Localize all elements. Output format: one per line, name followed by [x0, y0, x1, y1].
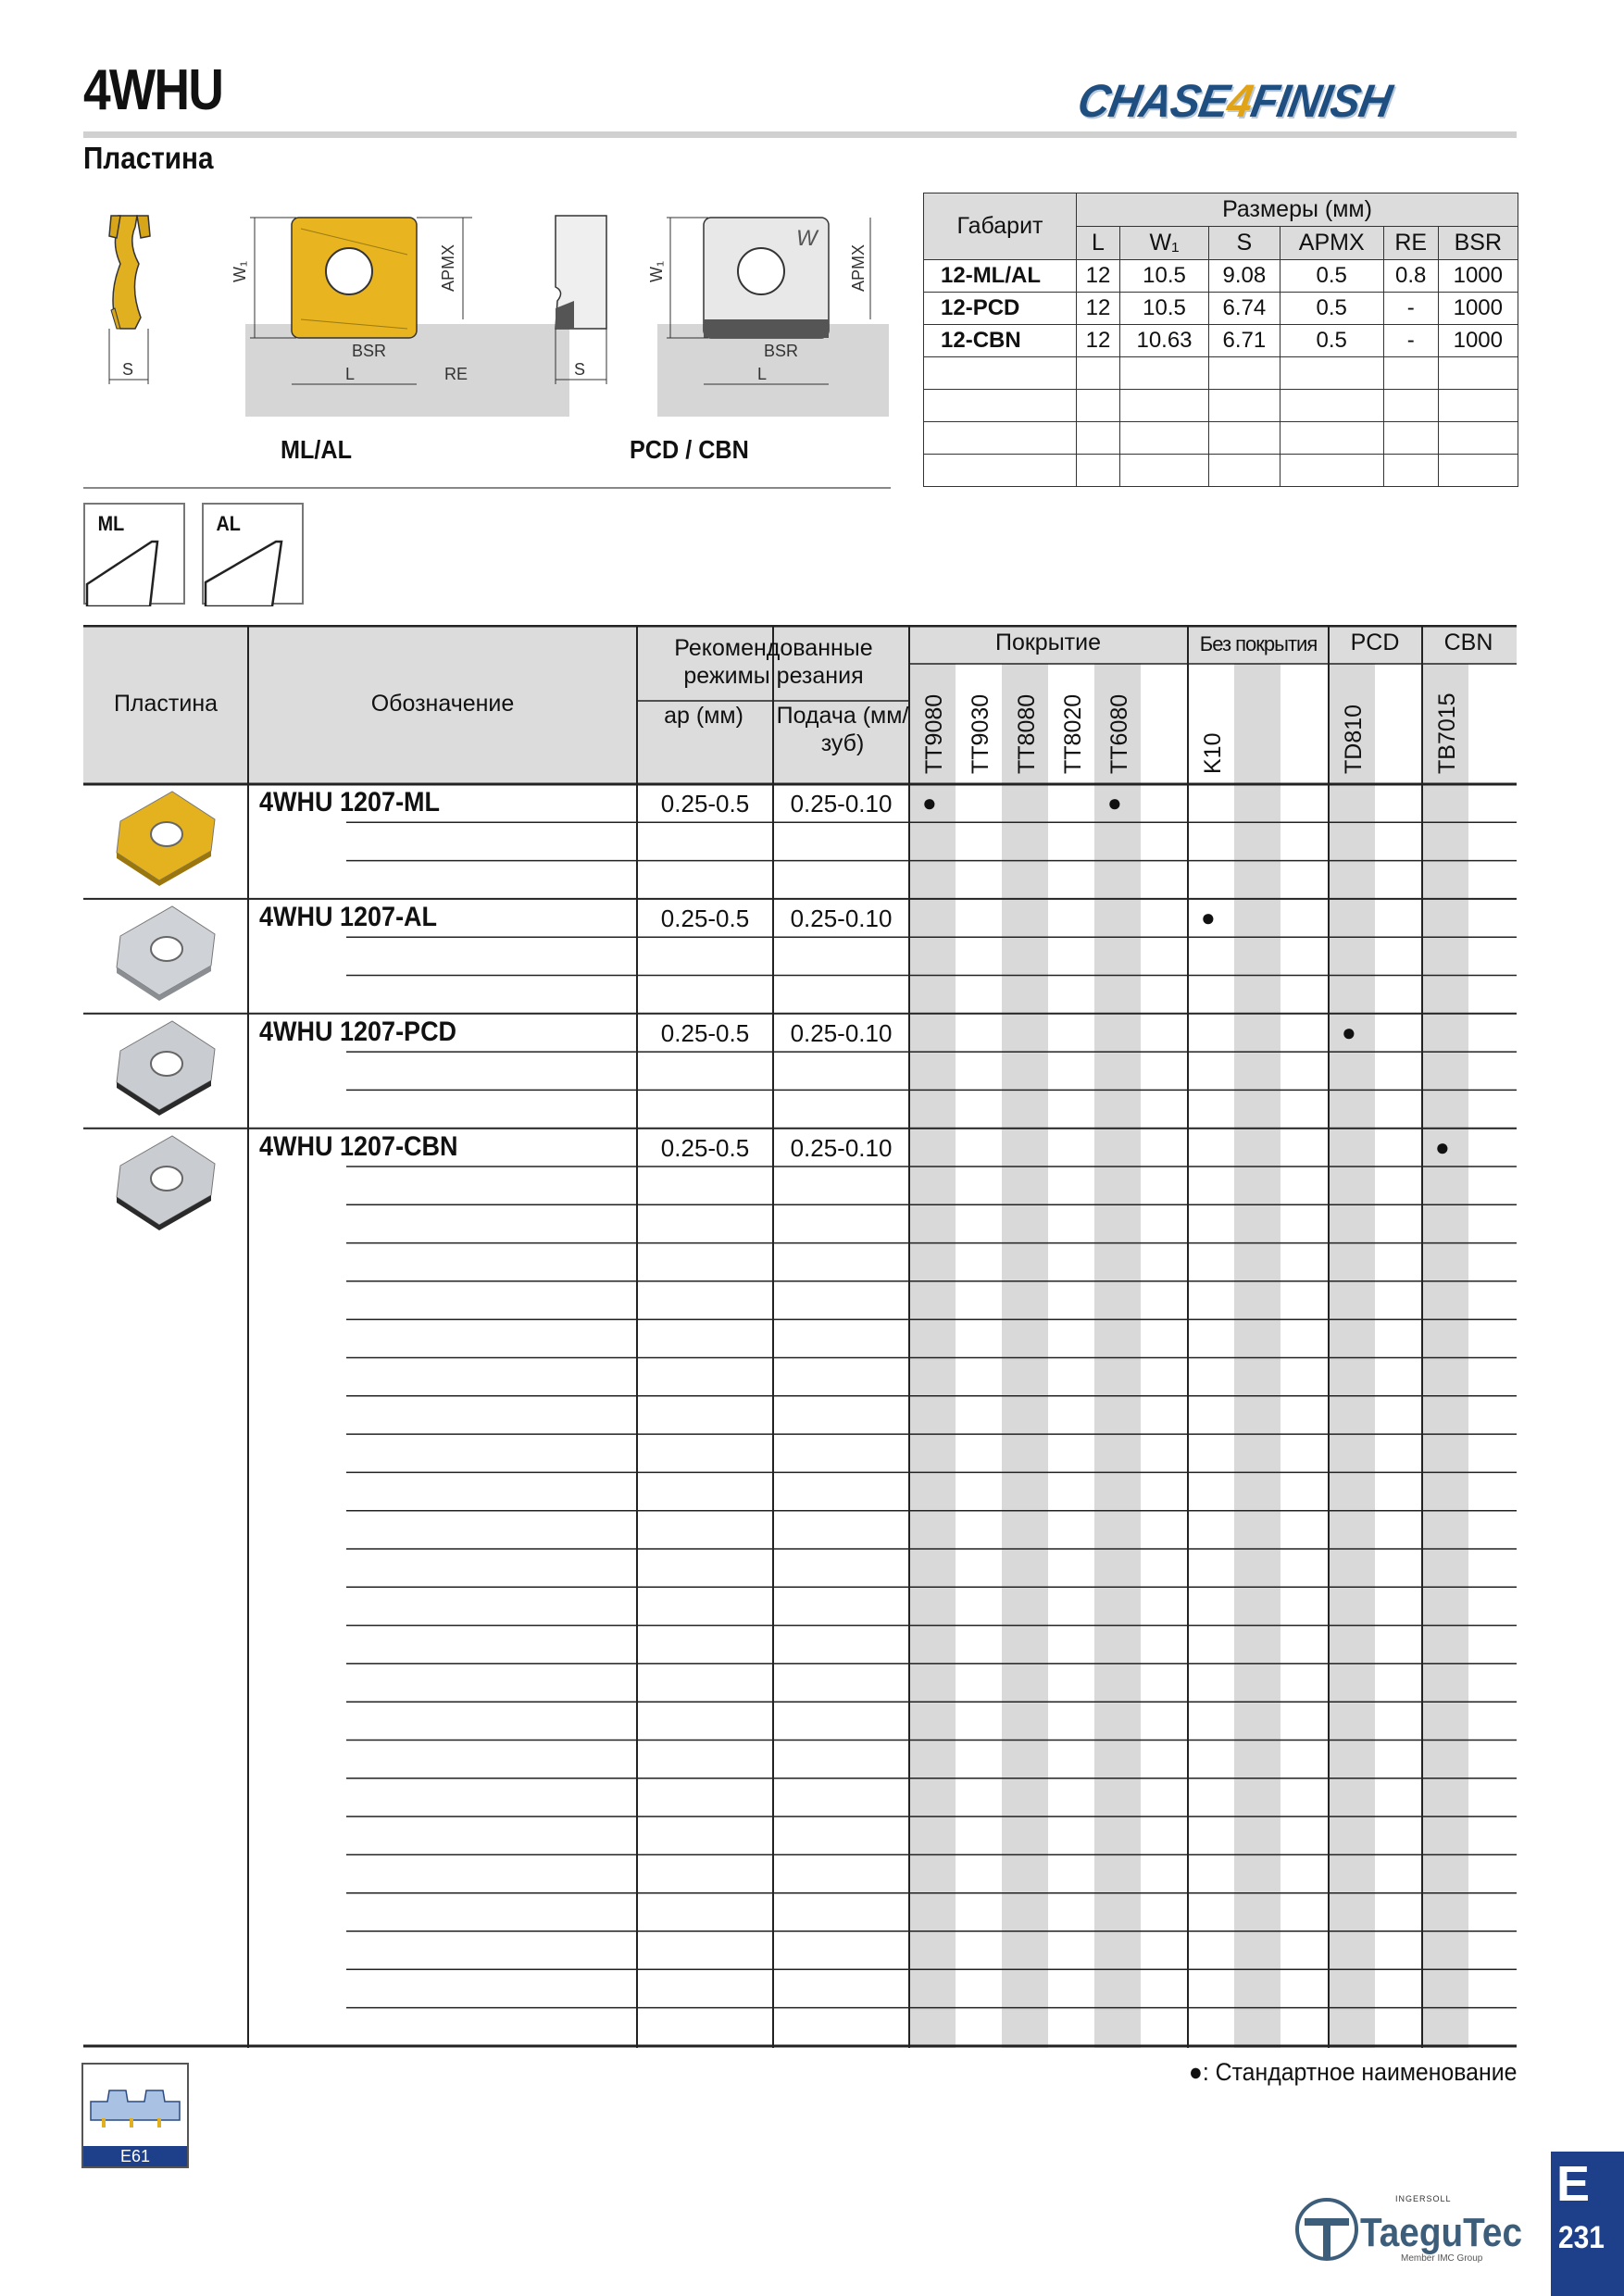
dim-row-empty [924, 390, 1518, 422]
grade-header-k10: K10 [1200, 732, 1226, 774]
dim-row: 12-CBN 12 10.63 6.71 0.5 - 1000 [924, 325, 1518, 357]
svg-text:S: S [574, 360, 586, 379]
insert-photo [111, 1130, 222, 1232]
chipbreaker-ml-icon: ML [83, 503, 185, 605]
ap-value: 0.25-0.5 [660, 1018, 750, 1047]
svg-text:W₁: W₁ [231, 260, 249, 282]
section-letter: E [1556, 2156, 1591, 2212]
availability-dot: ● [922, 789, 937, 817]
insert-photo [111, 901, 222, 1003]
insert-dimension-drawing [83, 199, 898, 477]
page-number: 231 [1558, 2220, 1605, 2255]
designation-code: 4WHU 1207-CBN [259, 1130, 458, 1162]
insert-drawings [83, 199, 898, 477]
dim-col-re: RE [1383, 227, 1438, 260]
feed-value: 0.25-0.10 [790, 904, 893, 932]
grade-header-tt6080: TT6080 [1106, 693, 1132, 774]
taegutec-logo: TaeguTec Member IMC Group INGERSOLL [1292, 2187, 1523, 2270]
feed-value: 0.25-0.10 [790, 1133, 893, 1162]
dim-row: 12-PCD 12 10.5 6.74 0.5 - 1000 [924, 293, 1518, 325]
availability-dot: ● [1201, 903, 1216, 931]
pcd-cbn-label: PCD / CBN [630, 435, 749, 464]
page-title: 4WHU [83, 58, 223, 122]
availability-dot: ● [1435, 1132, 1450, 1161]
grade-header-tt9030: TT9030 [968, 693, 993, 774]
ml-top-view [231, 218, 569, 417]
grade-header-tt8080: TT8080 [1014, 693, 1040, 774]
feed-value: 0.25-0.10 [790, 790, 893, 817]
svg-text:L: L [345, 365, 356, 383]
insert-photo [111, 1016, 222, 1117]
svg-text:W: W [796, 226, 818, 251]
grade-header-tt9080: TT9080 [921, 693, 947, 774]
chipbreaker-al-icon: AL [202, 503, 304, 605]
dim-header-size: Габарит [924, 193, 1077, 260]
group-pcd-header: PCD [1350, 630, 1400, 655]
ap-value: 0.25-0.5 [660, 1133, 750, 1162]
dim-col-bsr: BSR [1438, 227, 1518, 260]
taegutec-emblem-icon [1292, 2192, 1366, 2266]
svg-text:BSR: BSR [352, 342, 387, 360]
col-designation-header: Обозначение [370, 691, 515, 717]
feed-value: 0.25-0.10 [790, 1018, 893, 1047]
dim-row-empty [924, 455, 1518, 487]
header-rule [83, 131, 1517, 138]
dim-header-dims: Размеры (мм) [1077, 193, 1518, 227]
section-tab[interactable] [1551, 2152, 1624, 2296]
designation-code: 4WHU 1207-ML [259, 787, 441, 817]
group-cbn-header: CBN [1443, 630, 1493, 655]
dim-col-l: L [1077, 227, 1120, 260]
ap-value: 0.25-0.5 [660, 904, 750, 932]
pcd-top-view [647, 218, 889, 417]
svg-text:S: S [122, 360, 134, 379]
svg-text:APMX: APMX [439, 243, 457, 292]
svg-text:W₁: W₁ [647, 260, 666, 282]
dim-col-apmx: APMX [1280, 227, 1383, 260]
cutter-thumbnail-icon [83, 2065, 187, 2148]
insert-photo [111, 786, 222, 888]
ref-page-label: E61 [83, 2146, 187, 2166]
product-table-grid [83, 625, 1517, 2048]
dim-col-s: S [1209, 227, 1280, 260]
col-feed-header: Подача (мм/зуб) [776, 703, 909, 756]
col-ap-header: ap (мм) [664, 703, 743, 729]
drawing-divider [83, 487, 891, 489]
dimensions-table [923, 193, 1518, 487]
section-subtitle: Пластина [83, 141, 214, 175]
grade-header-tb7015: TB7015 [1434, 693, 1460, 774]
ap-value: 0.25-0.5 [660, 790, 750, 817]
dim-row: 12-ML/AL 12 10.5 9.08 0.5 0.8 1000 [924, 260, 1518, 293]
ml-al-label: ML/AL [281, 435, 352, 464]
dim-col-w1: W₁ [1119, 227, 1208, 260]
cross-reference-thumbnail[interactable] [81, 2063, 189, 2168]
chase4finish-logo: CHASE4FINISH [1073, 75, 1395, 127]
svg-text:L: L [757, 365, 768, 383]
designation-code: 4WHU 1207-AL [259, 901, 438, 932]
legend-note: ●: Стандартное наименование [1188, 2058, 1517, 2086]
designation-code: 4WHU 1207-PCD [259, 1016, 457, 1047]
dim-row-empty [924, 422, 1518, 455]
col-insert-header: Пластина [113, 691, 219, 717]
svg-text:APMX: APMX [849, 243, 868, 292]
dim-row-empty [924, 357, 1518, 390]
col-recommended-header: Рекомендованные режимы резания [674, 635, 873, 689]
ml-side-view [109, 216, 150, 384]
availability-dot: ● [1107, 789, 1122, 817]
svg-text:RE: RE [444, 365, 468, 383]
group-coated-header: Покрытие [994, 630, 1101, 655]
availability-dot: ● [1342, 1017, 1356, 1046]
group-uncoated-header: Без покрытия [1199, 632, 1318, 655]
grade-header-tt8020: TT8020 [1060, 693, 1086, 774]
product-table [83, 625, 1517, 2048]
grade-header-td810: TD810 [1341, 704, 1367, 774]
svg-text:BSR: BSR [764, 342, 799, 360]
